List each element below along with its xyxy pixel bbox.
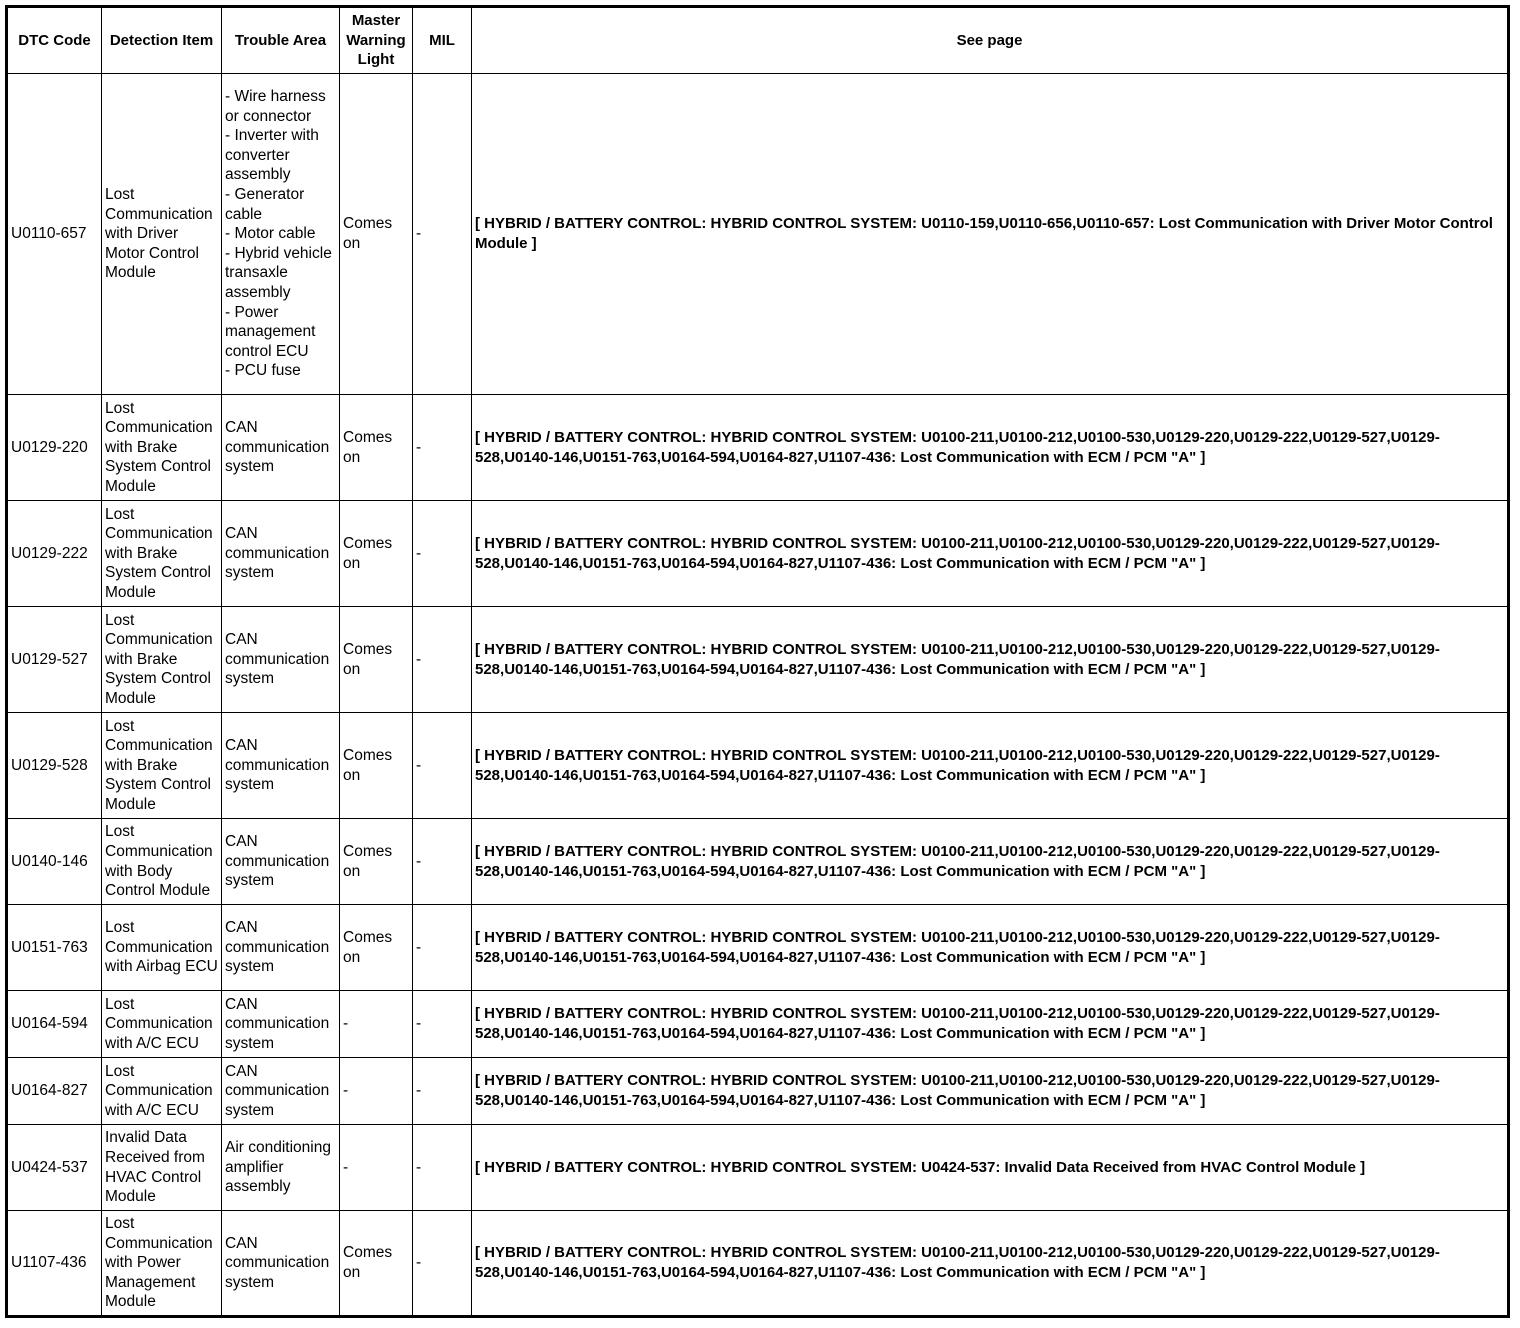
- table-row: [7, 713, 1509, 819]
- master-warning-light-cell: Comes on: [340, 905, 413, 991]
- see-page-link[interactable]: [ HYBRID / BATTERY CONTROL: HYBRID CONTROL SYSTEM: U0110-159,U0110-656,U0110-657: Lost Communication with Driver Motor Control Module ]: [472, 74, 1509, 395]
- dtc-code-cell: U1107-436: [7, 1211, 102, 1317]
- header-master-warning-light: Master Warning Light: [340, 7, 413, 74]
- see-page-link[interactable]: [ HYBRID / BATTERY CONTROL: HYBRID CONTROL SYSTEM: U0100-211,U0100-212,U0100-530,U0129-220,U0129-222,U0129-527,U0129-528,U0140-146,U0151-763,U0164-594,U0164-827,U1107-436: Lost Communication with ECM / PCM "A" ]: [472, 607, 1509, 713]
- trouble-area-cell: CAN communication system: [222, 905, 340, 991]
- master-warning-light-cell: Comes on: [340, 607, 413, 713]
- mil-cell: -: [413, 713, 472, 819]
- mil-cell: -: [413, 1125, 472, 1211]
- dtc-code-cell: U0164-594: [7, 991, 102, 1058]
- table-row: [7, 1211, 1509, 1317]
- master-warning-light-cell: Comes on: [340, 713, 413, 819]
- see-page-link[interactable]: [ HYBRID / BATTERY CONTROL: HYBRID CONTROL SYSTEM: U0424-537: Invalid Data Received from HVAC Control Module ]: [472, 1125, 1509, 1211]
- master-warning-light-cell: Comes on: [340, 819, 413, 905]
- table-row: [7, 991, 1509, 1058]
- trouble-area-cell: CAN communication system: [222, 1058, 340, 1125]
- detection-item-cell: Lost Communication with A/C ECU: [102, 1058, 222, 1125]
- trouble-area-cell: CAN communication system: [222, 991, 340, 1058]
- mil-cell: -: [413, 1211, 472, 1317]
- header-dtc-code: DTC Code: [7, 7, 102, 74]
- see-page-link[interactable]: [ HYBRID / BATTERY CONTROL: HYBRID CONTROL SYSTEM: U0100-211,U0100-212,U0100-530,U0129-220,U0129-222,U0129-527,U0129-528,U0140-146,U0151-763,U0164-594,U0164-827,U1107-436: Lost Communication with ECM / PCM "A" ]: [472, 1058, 1509, 1125]
- trouble-area-cell: CAN communication system: [222, 819, 340, 905]
- dtc-code-cell: U0164-827: [7, 1058, 102, 1125]
- detection-item-cell: Lost Communication with Brake System Control Module: [102, 395, 222, 501]
- dtc-code-cell: U0151-763: [7, 905, 102, 991]
- master-warning-light-cell: Comes on: [340, 501, 413, 607]
- header-trouble-area: Trouble Area: [222, 7, 340, 74]
- detection-item-cell: Lost Communication with Body Control Module: [102, 819, 222, 905]
- trouble-area-cell: Air conditioning amplifier assembly: [222, 1125, 340, 1211]
- mil-cell: -: [413, 74, 472, 395]
- dtc-code-cell: U0424-537: [7, 1125, 102, 1211]
- trouble-area-cell: CAN communication system: [222, 1211, 340, 1317]
- table-row: [7, 1058, 1509, 1125]
- trouble-area-cell: - Wire harness or connector - Inverter with converter assembly - Generator cable - Motor cable - Hybrid vehicle transaxle assembly - Power management control ECU - PCU fuse: [222, 74, 340, 395]
- table-row: [7, 1125, 1509, 1211]
- trouble-area-cell: CAN communication system: [222, 713, 340, 819]
- dtc-table: [5, 5, 1510, 1318]
- table-row: [7, 819, 1509, 905]
- mil-cell: -: [413, 607, 472, 713]
- see-page-link[interactable]: [ HYBRID / BATTERY CONTROL: HYBRID CONTROL SYSTEM: U0100-211,U0100-212,U0100-530,U0129-220,U0129-222,U0129-527,U0129-528,U0140-146,U0151-763,U0164-594,U0164-827,U1107-436: Lost Communication with ECM / PCM "A" ]: [472, 819, 1509, 905]
- detection-item-cell: Lost Communication with Power Management Module: [102, 1211, 222, 1317]
- dtc-code-cell: U0129-222: [7, 501, 102, 607]
- detection-item-cell: Lost Communication with A/C ECU: [102, 991, 222, 1058]
- master-warning-light-cell: -: [340, 991, 413, 1058]
- master-warning-light-cell: -: [340, 1058, 413, 1125]
- detection-item-cell: Lost Communication with Driver Motor Control Module: [102, 74, 222, 395]
- mil-cell: -: [413, 395, 472, 501]
- detection-item-cell: Lost Communication with Brake System Control Module: [102, 713, 222, 819]
- mil-cell: -: [413, 905, 472, 991]
- dtc-code-cell: U0129-220: [7, 395, 102, 501]
- mil-cell: -: [413, 991, 472, 1058]
- trouble-area-cell: CAN communication system: [222, 501, 340, 607]
- header-mil: MIL: [413, 7, 472, 74]
- table-row: [7, 395, 1509, 501]
- dtc-table-container: [5, 5, 1510, 1318]
- trouble-area-cell: CAN communication system: [222, 607, 340, 713]
- master-warning-light-cell: -: [340, 1125, 413, 1211]
- dtc-code-cell: U0110-657: [7, 74, 102, 395]
- see-page-link[interactable]: [ HYBRID / BATTERY CONTROL: HYBRID CONTROL SYSTEM: U0100-211,U0100-212,U0100-530,U0129-220,U0129-222,U0129-527,U0129-528,U0140-146,U0151-763,U0164-594,U0164-827,U1107-436: Lost Communication with ECM / PCM "A" ]: [472, 395, 1509, 501]
- mil-cell: -: [413, 501, 472, 607]
- trouble-area-cell: CAN communication system: [222, 395, 340, 501]
- see-page-link[interactable]: [ HYBRID / BATTERY CONTROL: HYBRID CONTROL SYSTEM: U0100-211,U0100-212,U0100-530,U0129-220,U0129-222,U0129-527,U0129-528,U0140-146,U0151-763,U0164-594,U0164-827,U1107-436: Lost Communication with ECM / PCM "A" ]: [472, 991, 1509, 1058]
- mil-cell: -: [413, 1058, 472, 1125]
- master-warning-light-cell: Comes on: [340, 74, 413, 395]
- header-see-page: See page: [472, 7, 1509, 74]
- see-page-link[interactable]: [ HYBRID / BATTERY CONTROL: HYBRID CONTROL SYSTEM: U0100-211,U0100-212,U0100-530,U0129-220,U0129-222,U0129-527,U0129-528,U0140-146,U0151-763,U0164-594,U0164-827,U1107-436: Lost Communication with ECM / PCM "A" ]: [472, 501, 1509, 607]
- table-row: [7, 501, 1509, 607]
- see-page-link[interactable]: [ HYBRID / BATTERY CONTROL: HYBRID CONTROL SYSTEM: U0100-211,U0100-212,U0100-530,U0129-220,U0129-222,U0129-527,U0129-528,U0140-146,U0151-763,U0164-594,U0164-827,U1107-436: Lost Communication with ECM / PCM "A" ]: [472, 713, 1509, 819]
- table-row: [7, 607, 1509, 713]
- mil-cell: -: [413, 819, 472, 905]
- detection-item-cell: Lost Communication with Airbag ECU: [102, 905, 222, 991]
- master-warning-light-cell: Comes on: [340, 1211, 413, 1317]
- detection-item-cell: Invalid Data Received from HVAC Control Module: [102, 1125, 222, 1211]
- table-row: [7, 905, 1509, 991]
- detection-item-cell: Lost Communication with Brake System Control Module: [102, 607, 222, 713]
- detection-item-cell: Lost Communication with Brake System Control Module: [102, 501, 222, 607]
- see-page-link[interactable]: [ HYBRID / BATTERY CONTROL: HYBRID CONTROL SYSTEM: U0100-211,U0100-212,U0100-530,U0129-220,U0129-222,U0129-527,U0129-528,U0140-146,U0151-763,U0164-594,U0164-827,U1107-436: Lost Communication with ECM / PCM "A" ]: [472, 1211, 1509, 1317]
- dtc-code-cell: U0129-528: [7, 713, 102, 819]
- header-row: [7, 7, 1509, 74]
- table-row: [7, 74, 1509, 395]
- see-page-link[interactable]: [ HYBRID / BATTERY CONTROL: HYBRID CONTROL SYSTEM: U0100-211,U0100-212,U0100-530,U0129-220,U0129-222,U0129-527,U0129-528,U0140-146,U0151-763,U0164-594,U0164-827,U1107-436: Lost Communication with ECM / PCM "A" ]: [472, 905, 1509, 991]
- master-warning-light-cell: Comes on: [340, 395, 413, 501]
- header-detection-item: Detection Item: [102, 7, 222, 74]
- dtc-code-cell: U0140-146: [7, 819, 102, 905]
- dtc-code-cell: U0129-527: [7, 607, 102, 713]
